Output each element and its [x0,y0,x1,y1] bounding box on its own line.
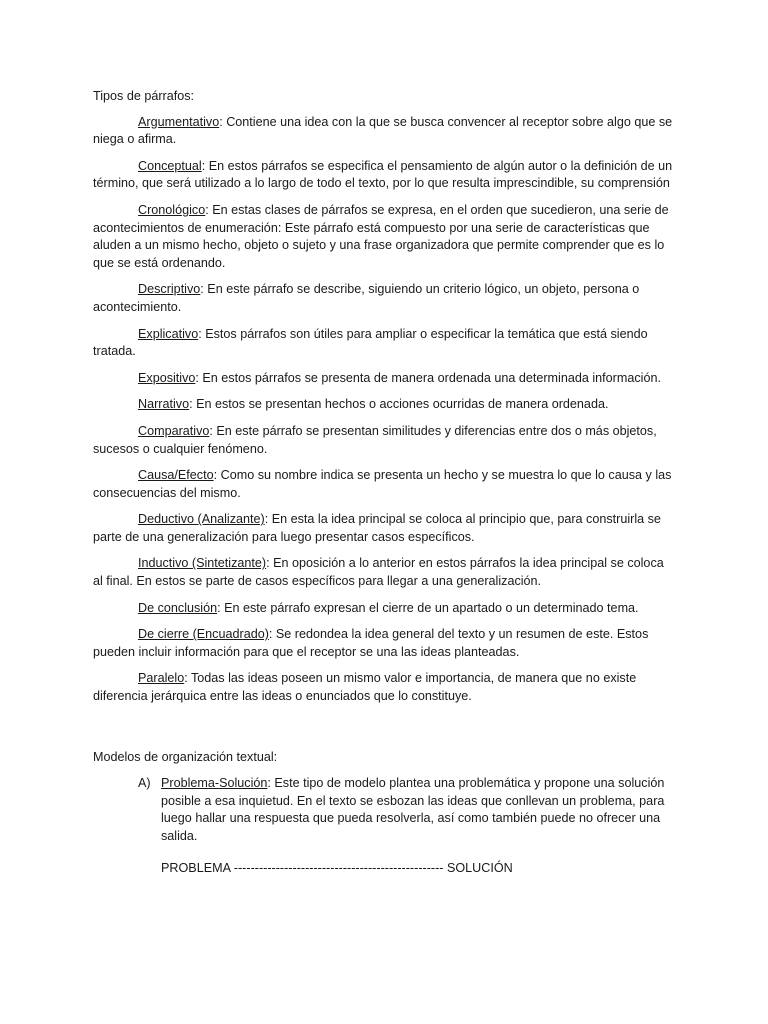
paragraph-type-term: De cierre (Encuadrado) [138,627,269,642]
paragraph-type-entry [93,326,676,361]
paragraph-type-term: Comparativo [138,423,210,438]
paragraph-type-description: : En este párrafo se describe, siguiendo un criterio lógico, un objeto, persona o acontecimiento. [93,282,640,314]
paragraph-type-description: : En estas clases de párrafos se expresa, en el orden que sucedieron, una serie de acontecimientos de enumeración: Este párrafo está compuesto por una serie de características que aluden a un mismo hecho, objeto o sujeto y una frase organizadora que permite comprender que es lo que se está ordenando. [93,202,669,270]
paragraph-type-term: Conceptual [138,158,202,173]
paragraph-type-term: Deductivo (Analizante) [138,512,265,527]
paragraph-type-term: De conclusión [138,600,218,615]
paragraph-type-description: : En estos párrafos se presenta de manera ordenada una determinada información. [195,370,661,385]
paragraph-type-entry [93,370,676,388]
section-heading-modelos: Modelos de organización textual: [93,749,278,764]
organization-model-item [93,775,676,845]
paragraph-type-description: : En esta la idea principal se coloca al principio que, para construirla se parte de una generalización para luego presentar casos específicos. [93,512,661,544]
paragraph-type-term: Causa/Efecto [138,468,214,483]
paragraph-type-term: Descriptivo [138,282,201,297]
paragraph-type-entry [93,511,676,546]
paragraph-type-entry [93,670,676,705]
paragraph-type-term: Inductivo (Sintetizante) [138,556,267,571]
paragraph-type-entry [93,423,676,458]
paragraph-type-description: : En oposición a lo anterior en estos párrafos la idea principal se coloca al final. En estos se parte de casos específicos para llegar a una generalización. [93,556,664,589]
list-marker: A) [138,776,151,791]
paragraph-type-entry [93,600,676,618]
paragraph-type-description: : En este párrafo se presentan similitudes y diferencias entre dos o más objetos, sucesos o cualquier fenómeno. [93,423,657,456]
paragraph-type-description: : En estos párrafos se especifica el pensamiento de algún autor o la definición de un término, que será utilizado a lo largo de todo el texto, por lo que resulta imprescindible, su comprensión [93,158,673,191]
paragraph-type-entry [93,396,676,414]
organization-model-term: Problema-Solución [161,776,268,791]
paragraph-type-term: Narrativo [138,397,190,412]
paragraph-type-description: : Contiene una idea con la que se busca convencer al receptor sobre algo que se niega o afirma. [93,114,673,147]
paragraph-type-entry [93,114,676,149]
section-heading-tipos: Tipos de párrafos: [93,89,195,103]
paragraph-type-description: : En este párrafo expresan el cierre de un apartado o un determinado tema. [217,600,639,615]
paragraph-type-entry [93,555,676,590]
paragraph-type-term: Argumentativo [138,114,220,129]
paragraph-type-description: : Se redondea la idea general del texto y un resumen de este. Estos pueden incluir información para que el receptor se una las ideas planteadas. [93,627,649,659]
organization-models-list [93,775,676,845]
paragraph-type-term: Explicativo [138,326,199,341]
paragraph-type-description: : Como su nombre indica se presenta un hecho y se muestra lo que lo causa y las consecuencias del mismo. [93,468,672,500]
organization-model-description: : Este tipo de modelo plantea una problemática y propone una solución posible a esa inquietud. En el texto se esbozan las ideas que conllevan un problema, para luego hallar una respuesta que pueda resolverla, así como también puede no ofrecer una salida. [161,776,665,843]
paragraph-type-term: Expositivo [138,370,196,385]
paragraph-type-term: Paralelo [138,671,185,686]
paragraph-type-term: Cronológico [138,202,206,217]
paragraph-type-entry [93,626,676,661]
paragraph-type-entry [93,158,676,193]
paragraph-type-description: : En estos se presentan hechos o acciones ocurridas de manera ordenada. [189,397,609,412]
paragraph-type-entry [93,202,676,272]
paragraph-type-description: : Todas las ideas poseen un mismo valor e importancia, de manera que no existe diferencia jerárquica entre las ideas o enunciados que lo constituye. [93,671,637,704]
paragraph-types-list [93,114,676,706]
paragraph-type-entry [93,467,676,502]
paragraph-type-entry [93,281,676,316]
problem-solution-diagram: PROBLEMA -------------------------------------------------- SOLUCIÓN [161,860,513,875]
paragraph-type-description: : Estos párrafos son útiles para ampliar o especificar la temática que está siendo tratada. [93,326,648,359]
